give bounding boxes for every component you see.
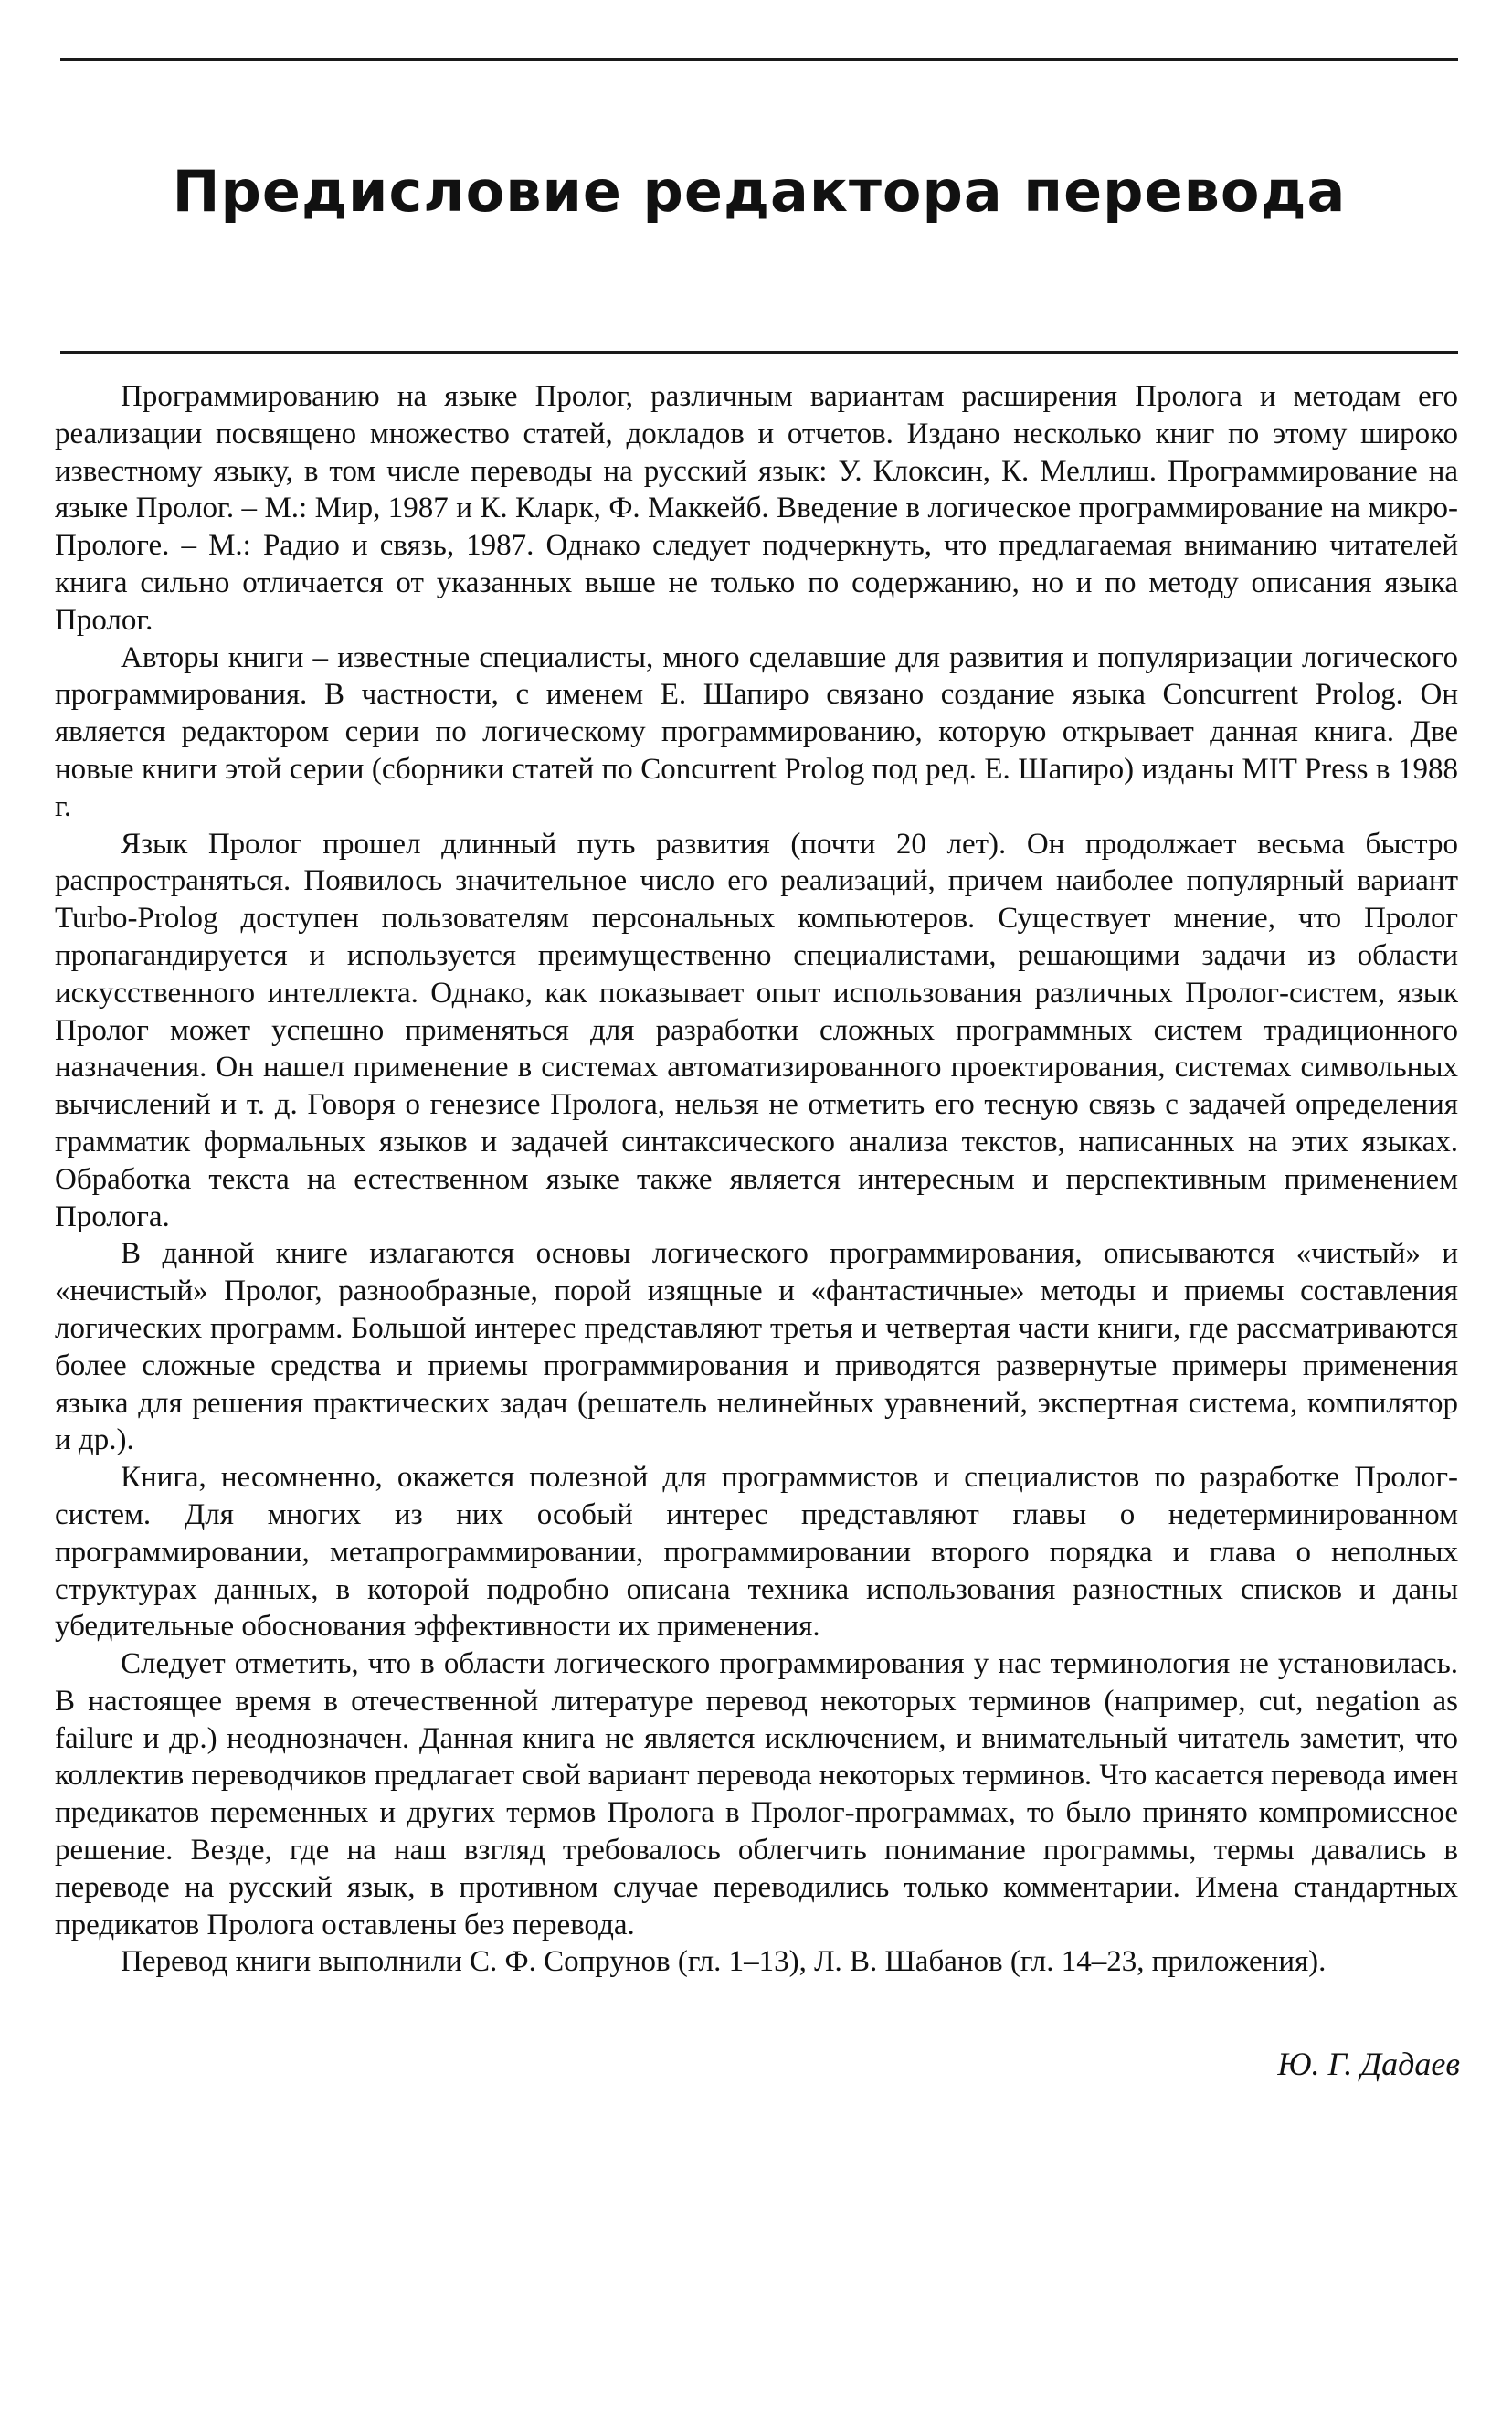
paragraph: Программированию на языке Пролог, различным вариантам расширения Пролога и методам его реализации посвящено множество статей, докладов и отчетов. Издано несколько книг по этому широко известному языку, в том числе переводы на русский язык: У. Клоксин, К. Меллиш. Программирование на языке Пролог. – М.: Мир, 1987 и К. Кларк, Ф. Маккейб. Введение в логическое программирование на микро-Прологе. – М.: Радио и связь, 1987. Однако следует подчеркнуть, что предлагаемая вниманию читателей книга сильно отличается от указанных выше не только по содержанию, но и по методу описания языка Пролог. xyxy=(55,380,1458,637)
preface-body xyxy=(55,378,1458,1981)
paragraph: Перевод книги выполнили С. Ф. Сопрунов (гл. 1–13), Л. В. Шабанов (гл. 14–23, приложения). xyxy=(121,1945,1327,1979)
paragraph: Авторы книги – известные специалисты, много сделавшие для развития и популяризации логического программирования. В частности, с именем Е. Шапиро связано создание языка Concurrent Prolog. Он является редактором серии по логическому программированию, которую открывает данная книга. Две новые книги этой серии (сборники статей по Concurrent Prolog под ред. Е. Шапиро) изданы MIT Press в 1988 г. xyxy=(55,640,1458,823)
paragraph: Язык Пролог прошел длинный путь развития (почти 20 лет). Он продолжает весьма быстро распространяться. Появилось значительное число его реализаций, причем наиболее популярный вариант Turbo-Prolog доступен пользователям персональных компьютеров. Существует мнение, что Пролог пропагандируется и используется преимущественно специалистами, решающими задачи из области искусственного интеллекта. Однако, как показывает опыт использования различных Пролог-систем, язык Пролог может успешно применяться для разработки сложных программных систем традиционного назначения. Он нашел применение в системах автоматизированного проектирования, системах символьных вычислений и т. д. Говоря о генезисе Пролога, нельзя не отметить его тесную связь с задачей определения грамматик формальных языков и задачей синтаксического анализа текстов, написанных на этих языках. Обработка текста на естественном языке также является интересным и перспективным применением Пролога. xyxy=(55,827,1458,1233)
top-rule xyxy=(60,58,1458,61)
signature: Ю. Г. Дадаев xyxy=(1277,2046,1460,2082)
paragraph: Следует отметить, что в области логического программирования у нас терминология не установилась. В настоящее время в отечественной литературе перевод некоторых терминов (например, cut, negation as failure и др.) неоднозначен. Данная книга не является исключением, и внимательный читатель заметит, что коллектив переводчиков предлагает свой вариант перевода некоторых терминов. Что касается перевода имен предикатов переменных и других термов Пролога в Пролог-программах, то было принято компромиссное решение. Везде, где на наш взгляд требовалось облегчить понимание программы, термы давались в переводе на русский язык, в противном случае переводились только комментарии. Имена стандартных предикатов Пролога оставлены без перевода. xyxy=(55,1647,1458,1941)
title-rule xyxy=(60,351,1458,354)
paragraph: Книга, несомненно, окажется полезной для программистов и специалистов по разработке Пролог-систем. Для многих из них особый интерес представляют главы о недетерминированном программировании, метапрограммировании, программировании второго порядка и глава о неполных структурах данных, в которой подробно описана техника использования разностных списков и даны убедительные обоснования эффективности их применения. xyxy=(55,1461,1458,1644)
paragraph: В данной книге излагаются основы логического программирования, описываются «чистый» и «нечистый» Пролог, разнообразные, порой изящные и «фантастичные» методы и приемы составления логических программ. Большой интерес представляют третья и четвертая части книги, где рассматриваются более сложные средства и приемы программирования и приводятся развернутые примеры применения языка для решения практических задач (решатель нелинейных уравнений, экспертная система, компилятор и др.). xyxy=(55,1237,1458,1457)
signature-block xyxy=(55,2045,1460,2083)
page-title: Предисловие редактора перевода xyxy=(172,158,1347,225)
